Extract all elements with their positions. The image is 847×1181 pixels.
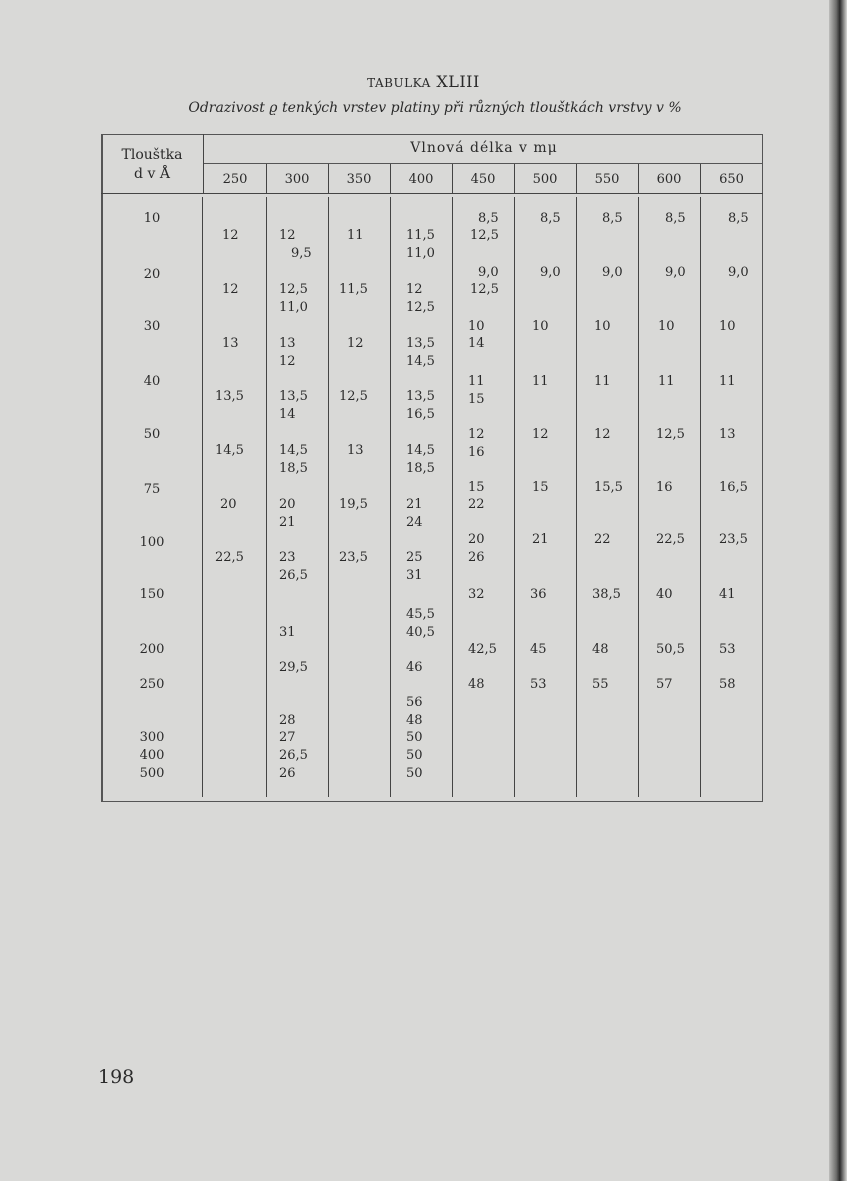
thickness-value: 30 — [143, 319, 161, 334]
reflectance-value: 11,5 — [406, 228, 435, 243]
reflectance-value: 45 — [530, 642, 547, 657]
reflectance-value: 11,0 — [279, 300, 308, 315]
reflectance-value: 46 — [406, 660, 423, 675]
reflectance-value: 57 — [656, 677, 673, 692]
reflectance-value: 50 — [406, 766, 423, 781]
reflectance-value: 32 — [468, 587, 485, 602]
column-header: 450 — [470, 172, 496, 187]
col-divider — [576, 197, 577, 797]
thickness-value: 300 — [139, 730, 165, 745]
reflectance-value: 12 — [347, 336, 364, 351]
thickness-value: 50 — [143, 427, 161, 442]
reflectance-value: 55 — [592, 677, 609, 692]
col-divider — [452, 197, 453, 797]
thickness-value: 150 — [139, 587, 165, 602]
reflectance-value: 16,5 — [406, 407, 435, 422]
reflectance-value: 16 — [468, 445, 485, 460]
thickness-value: 100 — [139, 535, 165, 550]
row-header — [102, 146, 202, 184]
page-number: 198 — [98, 1066, 135, 1088]
header-divider — [204, 163, 763, 164]
col-divider — [266, 197, 267, 797]
column-header: 550 — [594, 172, 620, 187]
reflectance-value: 12,5 — [656, 427, 685, 442]
reflectance-value: 11 — [719, 374, 736, 389]
title-number: XLIII — [436, 72, 480, 91]
reflectance-value: 24 — [406, 515, 423, 530]
col-divider — [328, 197, 329, 797]
reflectance-value: 28 — [279, 713, 296, 728]
reflectance-value: 40,5 — [406, 625, 435, 640]
reflectance-value: 9,0 — [478, 265, 499, 280]
column-header: 650 — [719, 172, 744, 187]
reflectance-value: 11 — [532, 374, 549, 389]
reflectance-value: 13,5 — [406, 389, 435, 404]
reflectance-value: 21 — [532, 532, 549, 547]
reflectance-value: 22,5 — [215, 550, 244, 565]
reflectance-value: 42,5 — [468, 642, 497, 657]
reflectance-value: 12 — [594, 427, 611, 442]
reflectance-value: 26 — [468, 550, 485, 565]
reflectance-value: 12 — [279, 354, 296, 369]
reflectance-value: 48 — [592, 642, 609, 657]
row-header-label: Tlouštka — [121, 147, 183, 163]
reflectance-value: 16,5 — [719, 480, 748, 495]
table-subtitle: Odrazivost ϱ tenkých vrstev platiny při různých tlouštkách vrstvy v % — [188, 100, 682, 116]
reflectance-value: 48 — [406, 713, 423, 728]
col-divider — [638, 197, 639, 797]
table-title — [0, 72, 847, 91]
reflectance-value: 14,5 — [215, 443, 244, 458]
reflectance-value: 12 — [222, 282, 239, 297]
reflectance-value: 20 — [220, 497, 237, 512]
thickness-value: 500 — [139, 766, 165, 781]
reflectance-value: 22 — [594, 532, 611, 547]
reflectance-value: 14,5 — [406, 354, 435, 369]
reflectance-value: 11 — [594, 374, 611, 389]
column-header: 600 — [656, 172, 682, 187]
reflectance-value: 18,5 — [406, 461, 435, 476]
reflectance-value: 10 — [719, 319, 736, 334]
thickness-value: 10 — [143, 211, 161, 226]
reflectance-value: 12,5 — [470, 228, 499, 243]
reflectance-value: 14,5 — [406, 443, 435, 458]
column-header: 400 — [408, 172, 434, 187]
reflectance-value: 25 — [406, 550, 423, 565]
reflectance-value: 11 — [658, 374, 675, 389]
col-divider — [700, 197, 701, 797]
column-header: 250 — [222, 172, 248, 187]
column-header: 350 — [346, 172, 372, 187]
thickness-value: 250 — [139, 677, 165, 692]
column-header: 500 — [532, 172, 558, 187]
reflectance-value: 13,5 — [406, 336, 435, 351]
thickness-value: 40 — [143, 374, 161, 389]
reflectance-value: 22 — [468, 497, 485, 512]
reflectance-value: 8,5 — [602, 211, 623, 226]
reflectance-value: 13 — [222, 336, 239, 351]
reflectance-value: 12 — [468, 427, 485, 442]
reflectance-value: 56 — [406, 695, 423, 710]
reflectance-value: 9,0 — [728, 265, 749, 280]
reflectance-value: 23 — [279, 550, 296, 565]
reflectance-value: 12,5 — [279, 282, 308, 297]
reflectance-value: 31 — [279, 625, 296, 640]
reflectance-value: 20 — [468, 532, 485, 547]
reflectance-value: 45,5 — [406, 607, 435, 622]
reflectance-value: 15 — [468, 392, 485, 407]
reflectance-value: 12,5 — [406, 300, 435, 315]
reflectance-value: 16 — [656, 480, 673, 495]
reflectance-value: 8,5 — [728, 211, 749, 226]
col-divider — [514, 197, 515, 797]
reflectance-value: 18,5 — [279, 461, 308, 476]
reflectance-value: 12 — [532, 427, 549, 442]
reflectance-value: 8,5 — [665, 211, 686, 226]
reflectance-value: 14 — [279, 407, 296, 422]
thickness-value: 400 — [139, 748, 165, 763]
col-divider — [390, 197, 391, 797]
reflectance-value: 13 — [279, 336, 296, 351]
reflectance-value: 8,5 — [540, 211, 561, 226]
reflectance-value: 9,0 — [665, 265, 686, 280]
reflectance-value: 23,5 — [719, 532, 748, 547]
reflectance-value: 50 — [406, 748, 423, 763]
reflectance-value: 12,5 — [470, 282, 499, 297]
reflectance-value: 11 — [347, 228, 364, 243]
title-prefix: TABULKA — [367, 76, 431, 90]
reflectance-value: 14 — [468, 336, 485, 351]
reflectance-value: 15 — [468, 480, 485, 495]
reflectance-value: 11,5 — [339, 282, 368, 297]
reflectance-value: 36 — [530, 587, 547, 602]
reflectance-value: 53 — [719, 642, 736, 657]
reflectance-value: 29,5 — [279, 660, 308, 675]
reflectance-value: 10 — [468, 319, 485, 334]
reflectance-value: 22,5 — [656, 532, 685, 547]
reflectance-value: 12 — [279, 228, 296, 243]
reflectance-value: 21 — [279, 515, 296, 530]
reflectance-value: 14,5 — [279, 443, 308, 458]
reflectance-value: 26 — [279, 766, 296, 781]
reflectance-value: 53 — [530, 677, 547, 692]
column-group-header: Vlnová délka v mμ — [410, 140, 558, 156]
reflectance-value: 50,5 — [656, 642, 685, 657]
reflectance-value: 12 — [222, 228, 239, 243]
reflectance-value: 26,5 — [279, 568, 308, 583]
reflectance-value: 48 — [468, 677, 485, 692]
reflectance-value: 12 — [406, 282, 423, 297]
book-spine-edge — [829, 0, 847, 1181]
row-header-unit: d v Å — [134, 166, 170, 182]
reflectance-value: 38,5 — [592, 587, 621, 602]
thickness-value: 20 — [143, 267, 161, 282]
reflectance-value: 13 — [347, 443, 364, 458]
header-bottom-rule — [101, 193, 763, 194]
reflectance-value: 13 — [719, 427, 736, 442]
reflectance-value: 11,0 — [406, 246, 435, 261]
reflectance-value: 10 — [658, 319, 675, 334]
reflectance-value: 40 — [656, 587, 673, 602]
reflectance-value: 10 — [594, 319, 611, 334]
reflectance-value: 58 — [719, 677, 736, 692]
reflectance-value: 9,0 — [602, 265, 623, 280]
reflectance-value: 15 — [532, 480, 549, 495]
column-header: 300 — [284, 172, 310, 187]
reflectance-value: 13,5 — [215, 389, 244, 404]
reflectance-value: 9,5 — [291, 246, 312, 261]
reflectance-value: 26,5 — [279, 748, 308, 763]
reflectance-value: 11 — [468, 374, 485, 389]
col-divider — [202, 197, 203, 797]
reflectance-value: 21 — [406, 497, 423, 512]
reflectance-value: 8,5 — [478, 211, 499, 226]
reflectance-value: 23,5 — [339, 550, 368, 565]
reflectance-value: 50 — [406, 730, 423, 745]
reflectance-value: 41 — [719, 587, 736, 602]
reflectance-value: 12,5 — [339, 389, 368, 404]
thickness-value: 75 — [143, 482, 161, 497]
reflectance-value: 20 — [279, 497, 296, 512]
reflectance-value: 13,5 — [279, 389, 308, 404]
reflectance-value: 19,5 — [339, 497, 368, 512]
reflectance-value: 9,0 — [540, 265, 561, 280]
reflectance-value: 27 — [279, 730, 296, 745]
thickness-value: 200 — [139, 642, 165, 657]
reflectance-value: 31 — [406, 568, 423, 583]
reflectance-value: 10 — [532, 319, 549, 334]
reflectance-value: 15,5 — [594, 480, 623, 495]
